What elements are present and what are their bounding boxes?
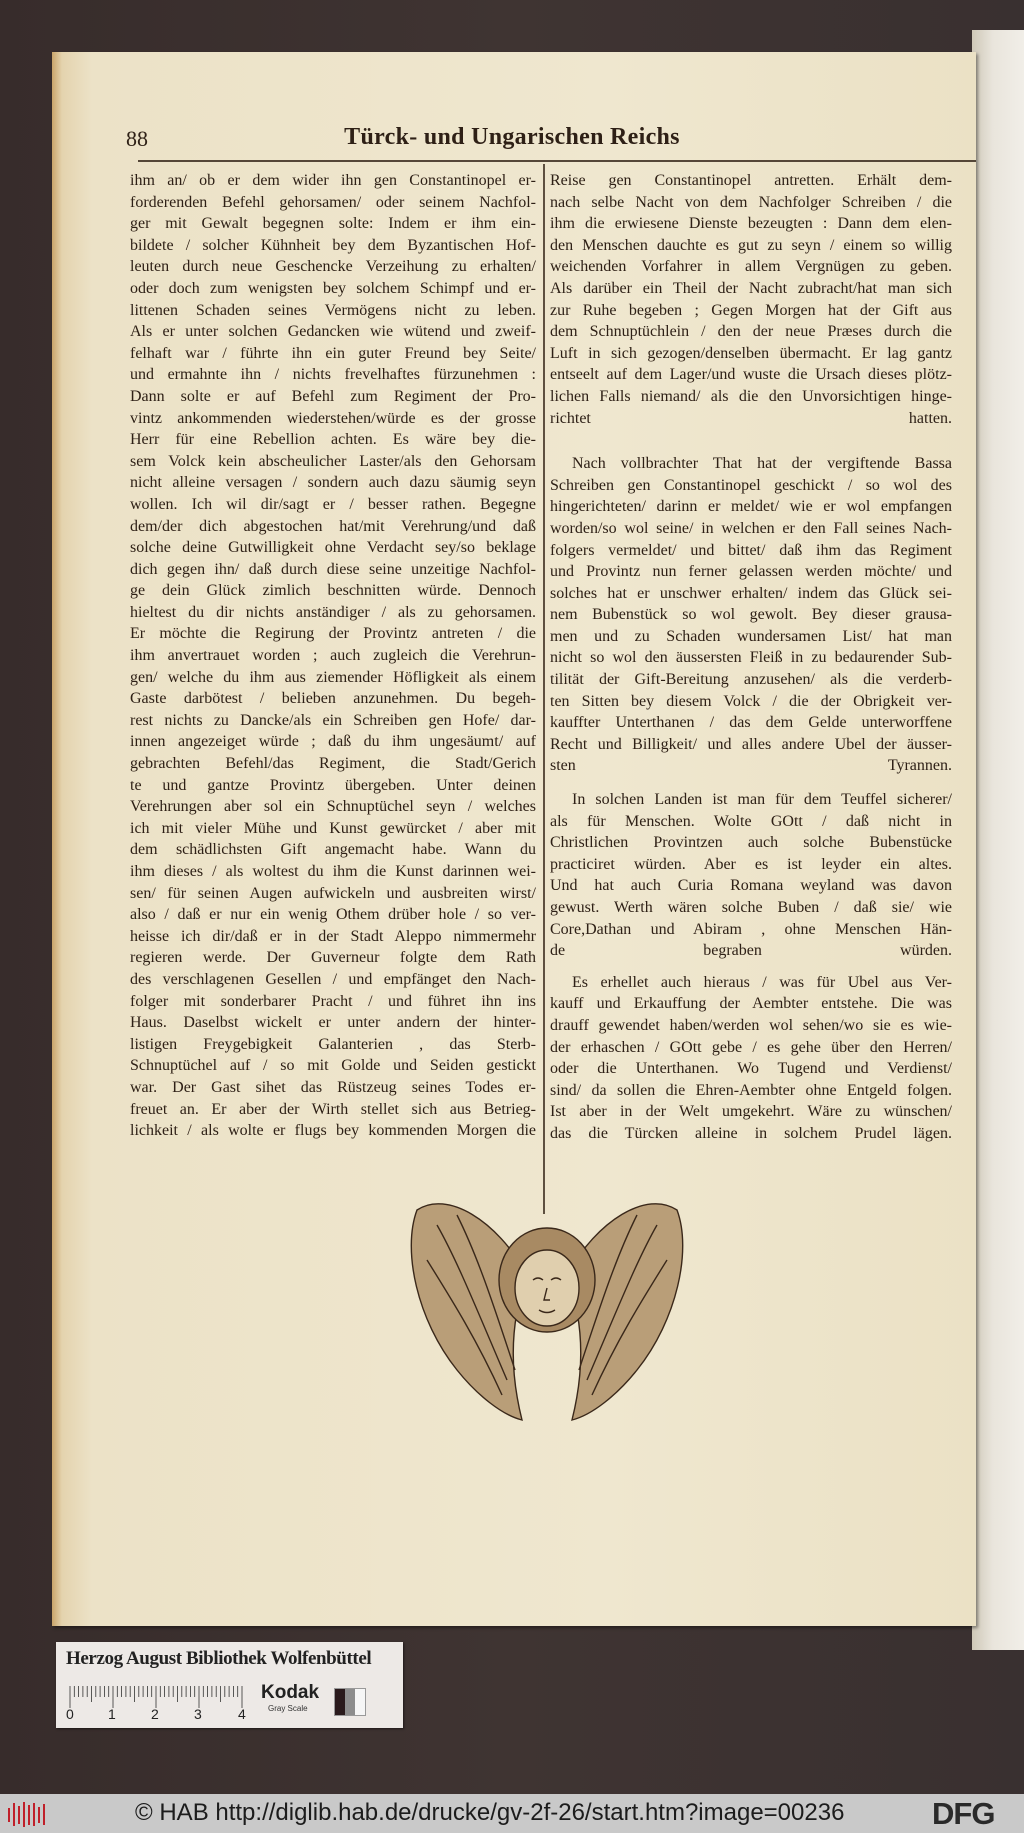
text-line: Ist aber in der Welt umgekehrt. Wäre zu wünschen/ — [550, 1103, 952, 1121]
ruler-number: 3 — [194, 1706, 202, 1722]
text-line: Haus. Daselbst wickelt er unter andern der hinter- — [130, 1014, 536, 1032]
text-line: Christlichen Provintzen auch solche Bubenstücke — [550, 834, 952, 852]
text-line: innen angezeiget würde ; daß du ihm ungesäumt/ auf — [130, 733, 536, 751]
text-line: kauff und Erkauffung der Aembter entstehe. Die was — [550, 995, 952, 1013]
text-line: te und gantze Provintz übergeben. Unter deinen — [130, 776, 536, 794]
text-line: also / daß er nur ein wenig Othem drüber hole / so ver- — [130, 906, 536, 924]
text-line: forderenden Befehl gehorsamen/ oder seinem Nachfol- — [130, 193, 536, 211]
paragraph — [550, 972, 952, 1145]
text-line: Schreiben gen Constantinopel geschickt / so wol des — [550, 476, 952, 494]
text-line: Luft in sich gezogen/denselben übermacht. Er lag gantz — [550, 344, 952, 362]
text-line: hieltest du dir nichts anständiger / als zu gehorsamen. — [130, 603, 536, 621]
ruler-number: 0 — [66, 1706, 74, 1722]
text-line: Als darüber ein Theil der Nacht zubracht/hat man sich — [550, 279, 952, 297]
text-line: In solchen Landen ist man für dem Teuffel sicherer/ — [572, 791, 952, 809]
text-line: felhaft war / führte ihn ein guter Freund bey Seite/ — [130, 344, 536, 362]
text-line: nicht alleine versagen / sondern auch dazu säumig seyn — [130, 474, 536, 492]
text-line: freuet an. Er aber der Wirth stellet sich aus Betrieg- — [130, 1100, 536, 1118]
text-line: solche deine Gutwilligkeit ohne Verdacht sey/so beklage — [130, 539, 536, 557]
text-line: Und hat auch Curia Romana weyland was davon — [550, 877, 952, 895]
text-line: nach selbe Nacht von dem Nachfolger Schreiben / die — [550, 193, 952, 211]
text-line: wollen. Ich wil dir/sagt er / besser rathen. Begegne — [130, 495, 536, 513]
text-line: ger mit Gewalt begegnen solte: Indem er ihm ein- — [130, 215, 536, 233]
text-line: nem Bubenstück so wol gewolt. Bey dieser grausa- — [550, 606, 952, 624]
text-line: dem Schnuptüchlein / den der neue Præses durch die — [550, 323, 952, 341]
text-line: solches hat er unschwer erhalten/ indem das Glück sei- — [550, 584, 952, 602]
text-line: Reise gen Constantinopel antretten. Erhält dem- — [550, 172, 952, 189]
text-line: sem Volck kein abscheulicher Laster/als den Gehorsam — [130, 452, 536, 470]
text-line: oder die Unterthanen. Wo Tugend und Verdienst/ — [550, 1060, 952, 1078]
text-line: ten Sitten bey diesem Volck / die der Obrigkeit ver- — [550, 692, 952, 710]
text-line: tilität der Gift-Bereitung anzusehen/ als die verderb- — [550, 671, 952, 689]
adjacent-page-edge — [972, 30, 1024, 1650]
text-line: leuten durch neue Geschencke Verzeihung zu erhalten/ — [130, 258, 536, 276]
paragraph — [550, 453, 952, 777]
kodak-brand: Kodak — [261, 1682, 320, 1703]
column-divider — [543, 164, 545, 1214]
ruler-number: 4 — [238, 1706, 246, 1722]
text-line: ihm an/ ob er dem wider ihn gen Constantinopel er- — [130, 172, 536, 189]
text-line: Gaste darbötest / belieben anzunehmen. Du begeh- — [130, 690, 536, 708]
text-line: ihm anvertrauet worden ; auch zugleich die Verehrun- — [130, 647, 536, 665]
text-line: Recht und Billigkeit/ und alles andere Ubel der äusser- — [550, 735, 952, 753]
text-line: Es erhellet auch hieraus / was für Ubel aus Ver- — [572, 973, 952, 991]
text-line: nicht so wol den äussersten Fleiß in zu bedaurender Sub- — [550, 649, 952, 667]
paragraph — [550, 170, 952, 429]
page-number: 88 — [126, 126, 148, 151]
paragraph — [130, 170, 536, 1142]
gray-swatches — [334, 1688, 366, 1716]
text-line: ge dein Glück zimlich beschnitten würde. Dennoch — [130, 582, 536, 600]
text-line: gebrachten Befehl/das Regiment, die Stadt/Gerich — [130, 755, 536, 773]
gray-scale-caption: Gray Scale — [268, 1704, 308, 1713]
text-line: ich mit vieler Mühe und Kunst gewürcket / aber mit — [130, 819, 536, 837]
ruler-number: 2 — [151, 1706, 159, 1722]
text-line: ihm die erwiesene Dienste bezeugten : Dann dem elen- — [550, 215, 952, 233]
ruler-scale — [68, 1682, 258, 1708]
right-column — [550, 170, 952, 1145]
text-line: das die Türcken alleine in solchem Prudel lägen. — [550, 1124, 952, 1142]
text-line: Core,Dathan und Abiram , ohne Menschen Hän- — [550, 920, 952, 938]
text-line: hingerichteten/ darinn er meldet/ wie er wol empfangen — [550, 498, 952, 516]
text-line: Schnuptüchel auf / so mit Golde und Seiden gestickt — [130, 1057, 536, 1075]
text-line: listigen Freygebigkeit Galanterien , das Sterb- — [130, 1035, 536, 1053]
text-line: de begraben würden. — [550, 942, 952, 960]
text-line: vintz ankommenden wiederstehen/würde es der grosse — [130, 409, 536, 427]
text-line: weichenden Vorfahrer in allem Vergnügen zu geben. — [550, 258, 952, 276]
text-line: worden/so wol seine/ in welchen er den Fall seines Nach- — [550, 519, 952, 537]
text-line: littenen Schaden seines Vermögens nicht zu leben. — [130, 301, 536, 319]
copyright-link[interactable]: © HAB http://diglib.hab.de/drucke/gv-2f-26/start.htm?image=00236 — [135, 1799, 845, 1826]
text-line: entseelt auf dem Lager/und wuste die Ursach dieses plötz- — [550, 366, 952, 384]
text-line: und ermahnte ihn / nichts frevelhaftes fürzunehmen : — [130, 366, 536, 384]
text-line: Nach vollbrachter That hat der vergiftende Bassa — [572, 455, 952, 473]
header-rule — [138, 160, 976, 162]
text-line: heisse ich dir/daß er in der Stadt Aleppo nimmermehr — [130, 927, 536, 945]
text-line: lichen Falls niemand/ als die den Unvorsichtigen hinge- — [550, 387, 952, 405]
text-line: rest nichts zu Dancke/als ein Schreiben gen Hofe/ dar- — [130, 711, 536, 729]
footer-bar — [0, 1794, 1024, 1833]
left-column — [130, 170, 536, 1142]
text-line: drauff gewendet haben/werden wol sehen/wo sie es wie- — [550, 1016, 952, 1034]
text-line: richtet hatten. — [550, 409, 952, 427]
text-line: Er möchte die Regirung der Provintz antreten / die — [130, 625, 536, 643]
text-line: regieren werde. Der Guverneur folgte dem Rath — [130, 949, 536, 967]
dfg-logo: DFG — [932, 1796, 995, 1831]
book-page — [52, 52, 976, 1626]
text-line: men und zu Schaden wundersamen List/ hat man — [550, 627, 952, 645]
text-line: Verehrungen aber sol ein Schnuptüchel seyn / welches — [130, 798, 536, 816]
text-line: folger mit sonderbarer Pracht / und führet ihn ins — [130, 992, 536, 1010]
text-line: zur Ruhe begeben ; Gegen Morgen hat der Gift aus — [550, 301, 952, 319]
text-line: oder doch zum wenigsten bey solchem Schimpf und er- — [130, 279, 536, 297]
text-line: der erhaschen / GOtt gebe / es gehe über den Herren/ — [550, 1038, 952, 1056]
text-line: sen/ für seinen Augen aufwickeln und ausbreiten wirst/ — [130, 884, 536, 902]
paragraph — [550, 789, 952, 962]
text-line: bildete / solcher Kühnheit bey dem Byzantischen Hof- — [130, 236, 536, 254]
text-line: kauffter Unterthanen / das dem Gelde unterworffene — [550, 714, 952, 732]
running-title: Türck- und Ungarischen Reichs — [344, 124, 680, 150]
archive-color-scale-label — [56, 1642, 403, 1728]
text-line: ihm dieses / als woltest du ihm die Kunst darinnen wei- — [130, 863, 536, 880]
text-line: dem schädlichsten Gift angemacht habe. Wann du — [130, 841, 536, 859]
text-line: gen/ welche du ihm aus ziemender Höfligkeit als einem — [130, 668, 536, 686]
text-line: sten Tyrannen. — [550, 757, 952, 775]
text-line: folgers vermeldet/ und bittet/ daß ihm das Regiment — [550, 541, 952, 559]
text-line: practiciret würden. Aber es ist leyder ein altes. — [550, 855, 952, 873]
library-name: Herzog August Bibliothek Wolfenbüttel — [66, 1648, 372, 1669]
cherub-ornament — [407, 1180, 687, 1425]
text-line: Dann solte er auf Befehl zum Regiment der Pro- — [130, 387, 536, 405]
text-line: lichkeit / als wolte er flugs bey kommenden Morgen die — [130, 1122, 536, 1140]
text-line: den Menschen dauchte es gut zu seyn / einem so willig — [550, 236, 952, 254]
hab-logo-icon — [6, 1800, 48, 1828]
text-line: des verschlagenen Gesellen / und empfänget den Nach- — [130, 970, 536, 988]
text-line: sind/ da sollen die Ehren-Aembter ohne Entgeld folgen. — [550, 1081, 952, 1099]
text-line: als für Menschen. Wolte GOtt / daß nicht in — [550, 812, 952, 830]
text-line: dich gegen ihn/ daß durch diese seine unzeitige Nachfol- — [130, 560, 536, 578]
ruler-number: 1 — [108, 1706, 116, 1722]
text-line: und Provintz nun ferner gelassen werden möchte/ und — [550, 563, 952, 581]
text-line: war. Der Gast sihet das Rüstzeug seines Todes er- — [130, 1078, 536, 1096]
text-line: gewust. Werth wären solche Buben / daß sie/ wie — [550, 899, 952, 916]
text-line: dem/der dich abgestochen hat/mit Verehrung/und daß — [130, 517, 536, 535]
text-line: Als er unter solchen Gedancken wie wütend und zweif- — [130, 323, 536, 341]
text-line: Herr für eine Rebellion achten. Es wäre bey die- — [130, 431, 536, 449]
